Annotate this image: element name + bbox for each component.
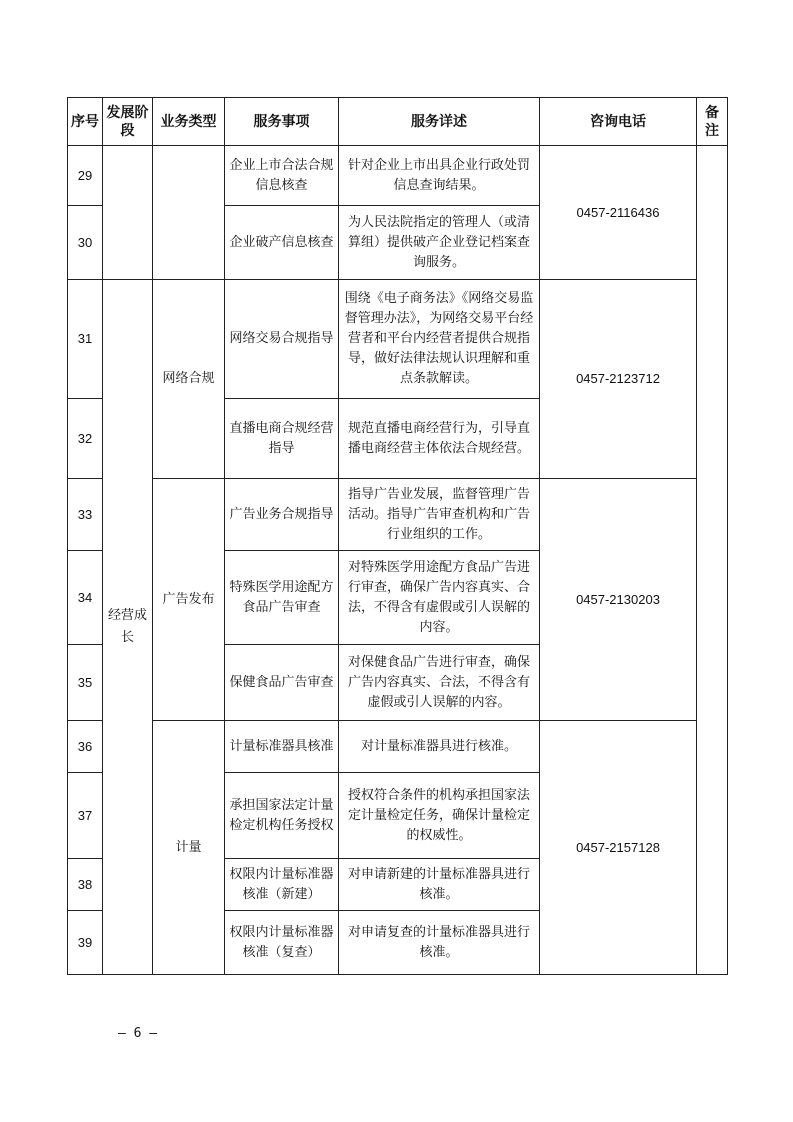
- header-phone: 咨询电话: [540, 98, 697, 146]
- service-detail: 围绕《电子商务法》《网络交易监督管理办法》，为网络交易平台经营者和平台内经营者提供合规指导，做好法律法规认识理解和重点条款解读。: [339, 280, 540, 399]
- phone-cell: 0457-2157128: [540, 721, 697, 975]
- header-seq: 序号: [68, 98, 103, 146]
- row-number: 37: [68, 773, 103, 859]
- page-number: — 6 —: [118, 1026, 158, 1041]
- row-number: 38: [68, 859, 103, 911]
- type-ad-cell: 广告发布: [153, 479, 225, 721]
- service-item: 计量标准器具核准: [225, 721, 339, 773]
- type-network-cell: 网络合规: [153, 280, 225, 479]
- row-number: 32: [68, 399, 103, 479]
- stage-cell-empty: [103, 146, 153, 280]
- service-detail: 对保健食品广告进行审查，确保广告内容真实、合法，不得含有虚假或引人误解的内容。: [339, 645, 540, 721]
- header-stage: 发展阶段: [103, 98, 153, 146]
- table-header-row: [68, 98, 728, 146]
- table-row: [68, 721, 728, 773]
- type-metering-cell: 计量: [153, 721, 225, 975]
- row-number: 30: [68, 206, 103, 280]
- phone-cell: 0457-2116436: [540, 146, 697, 280]
- service-item: 特殊医学用途配方食品广告审查: [225, 551, 339, 645]
- row-number: 39: [68, 911, 103, 975]
- service-detail: 对特殊医学用途配方食品广告进行审查，确保广告内容真实、合法，不得含有虚假或引人误解的内容。: [339, 551, 540, 645]
- row-number: 34: [68, 551, 103, 645]
- service-table: [67, 97, 728, 975]
- header-note: 备注: [697, 98, 728, 146]
- row-number: 35: [68, 645, 103, 721]
- type-cell-empty: [153, 146, 225, 280]
- service-item: 企业上市合法合规信息核查: [225, 146, 339, 206]
- header-item: 服务事项: [225, 98, 339, 146]
- service-detail: 针对企业上市出具企业行政处罚信息查询结果。: [339, 146, 540, 206]
- phone-cell: 0457-2123712: [540, 280, 697, 479]
- service-item: 承担国家法定计量检定机构任务授权: [225, 773, 339, 859]
- service-detail: 对计量标准器具进行核准。: [339, 721, 540, 773]
- row-number: 36: [68, 721, 103, 773]
- stage-growth-cell: 经营成长: [103, 280, 153, 975]
- service-item: 保健食品广告审查: [225, 645, 339, 721]
- service-detail: 指导广告业发展，监督管理广告活动。指导广告审查机构和广告行业组织的工作。: [339, 479, 540, 551]
- row-number: 29: [68, 146, 103, 206]
- service-detail: 对申请复查的计量标准器具进行核准。: [339, 911, 540, 975]
- header-detail: 服务详述: [339, 98, 540, 146]
- service-item: 权限内计量标准器核准（新建）: [225, 859, 339, 911]
- note-cell: [697, 146, 728, 975]
- service-detail: 授权符合条件的机构承担国家法定计量检定任务，确保计量检定的权威性。: [339, 773, 540, 859]
- table-row: [68, 479, 728, 551]
- phone-cell: 0457-2130203: [540, 479, 697, 721]
- service-detail: 为人民法院指定的管理人（或清算组）提供破产企业登记档案查询服务。: [339, 206, 540, 280]
- service-item: 企业破产信息核查: [225, 206, 339, 280]
- service-item: 权限内计量标准器核准（复查）: [225, 911, 339, 975]
- table-row: [68, 280, 728, 399]
- row-number: 33: [68, 479, 103, 551]
- service-item: 广告业务合规指导: [225, 479, 339, 551]
- service-item: 直播电商合规经营指导: [225, 399, 339, 479]
- row-number: 31: [68, 280, 103, 399]
- header-type: 业务类型: [153, 98, 225, 146]
- table-row: [68, 146, 728, 206]
- service-detail: 对申请新建的计量标准器具进行核准。: [339, 859, 540, 911]
- service-detail: 规范直播电商经营行为，引导直播电商经营主体依法合规经营。: [339, 399, 540, 479]
- service-item: 网络交易合规指导: [225, 280, 339, 399]
